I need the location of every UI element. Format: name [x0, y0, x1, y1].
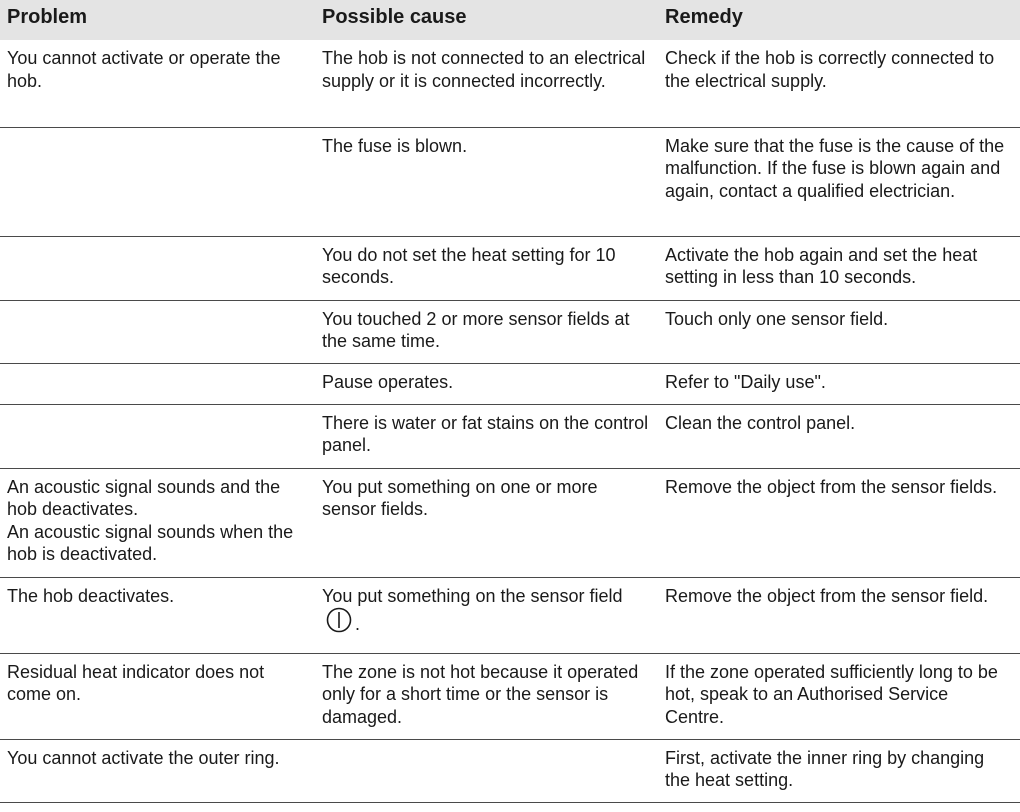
cause-cell: Pause operates. [314, 363, 657, 404]
cause-cell: The zone is not hot because it operated only for a short time or the sensor is damaged. [314, 653, 657, 739]
cause-cell [314, 739, 657, 802]
problem-cell: Residual heat indicator does not come on. [0, 653, 314, 739]
table-row [0, 363, 1020, 404]
table-row [0, 577, 1020, 653]
table-row [0, 739, 1020, 802]
remedy-cell: Remove the object from the sensor field. [657, 577, 1020, 653]
table-row [0, 236, 1020, 300]
problem-line: An acoustic signal sounds and the hob deactivates. [7, 476, 281, 520]
cause-cell: There is water or fat stains on the control panel. [314, 404, 657, 468]
header-remedy: Remedy [665, 6, 743, 28]
cause-cell: The hob is not connected to an electrical supply or it is connected incorrectly. [314, 40, 657, 127]
table-row [0, 127, 1020, 236]
remedy-cell: First, activate the inner ring by changing the heat setting. [657, 739, 1020, 802]
problem-cell [0, 363, 314, 404]
cause-cell: You touched 2 or more sensor fields at the same time. [314, 300, 657, 363]
power-icon [325, 607, 355, 639]
cause-cell: You put something on one or more sensor fields. [314, 468, 657, 577]
problem-cell [0, 236, 314, 300]
problem-cell: You cannot activate the outer ring. [0, 739, 314, 802]
remedy-cell: Refer to "Daily use". [657, 363, 1020, 404]
header-row [0, 0, 1020, 40]
cause-cell: The fuse is blown. [314, 127, 657, 236]
table-row [0, 653, 1020, 739]
remedy-cell: If the zone operated sufficiently long to be hot, speak to an Authorised Service Centre. [657, 653, 1020, 739]
problem-cell [0, 468, 314, 577]
problem-cell: You cannot activate or operate the hob. [0, 40, 314, 127]
cause-cell [314, 577, 657, 653]
problem-cell [0, 404, 314, 468]
table-row [0, 300, 1020, 363]
table-body [0, 40, 1020, 802]
remedy-cell: Clean the control panel. [657, 404, 1020, 468]
table-row [0, 404, 1020, 468]
remedy-cell: Remove the object from the sensor fields. [657, 468, 1020, 577]
remedy-cell: Make sure that the fuse is the cause of the malfunction. If the fuse is blown again and again, contact a qualified electrician. [657, 127, 1020, 236]
problem-line: An acoustic signal sounds when the hob is deactivated. [7, 521, 294, 565]
remedy-cell: Check if the hob is correctly connected to the electrical supply. [657, 40, 1020, 127]
problem-cell: The hob deactivates. [0, 577, 314, 653]
problem-cell [0, 127, 314, 236]
cause-cell: You do not set the heat setting for 10 seconds. [314, 236, 657, 300]
table-row [0, 40, 1020, 127]
header-problem: Problem [7, 6, 88, 28]
cause-text: You put something on the sensor field [322, 585, 623, 606]
header-cause: Possible cause [322, 6, 467, 28]
table-row [0, 468, 1020, 577]
remedy-cell: Activate the hob again and set the heat setting in less than 10 seconds. [657, 236, 1020, 300]
problem-cell [0, 300, 314, 363]
table-header [0, 0, 1020, 40]
remedy-cell: Touch only one sensor field. [657, 300, 1020, 363]
cause-end: . [355, 614, 361, 635]
